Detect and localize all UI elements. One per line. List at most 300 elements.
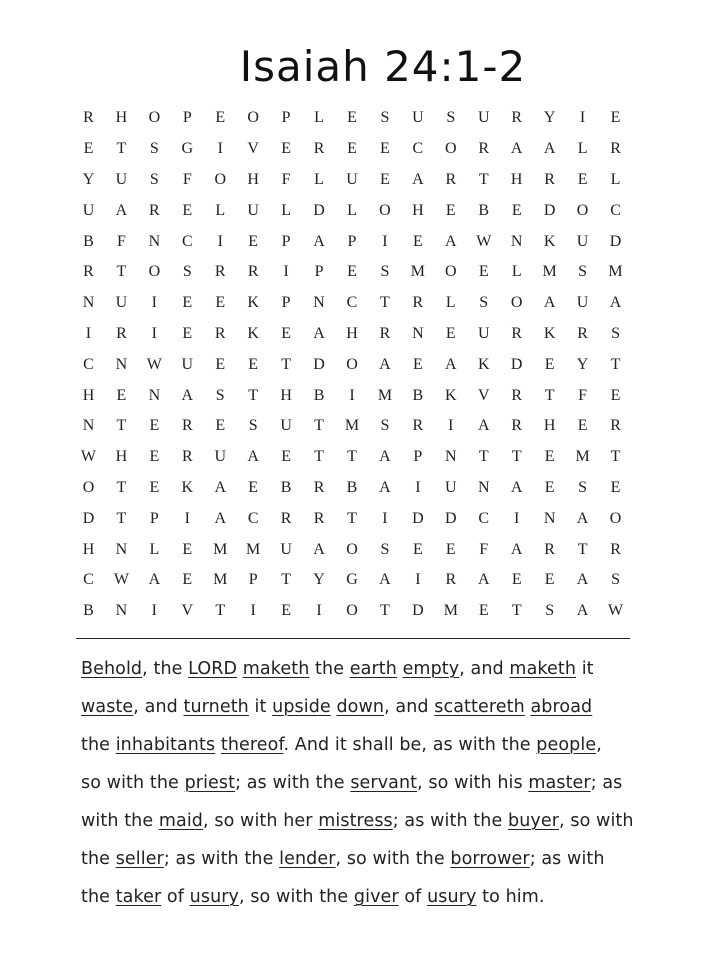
grid-letter: A bbox=[379, 478, 391, 496]
keyword: buyer bbox=[508, 811, 560, 831]
grid-letter: O bbox=[214, 170, 226, 188]
grid-letter: R bbox=[313, 509, 325, 527]
grid-letter: S bbox=[215, 386, 225, 404]
grid-letter: L bbox=[215, 201, 226, 219]
grid-letter: N bbox=[445, 448, 457, 466]
grid-letter: N bbox=[148, 232, 161, 250]
grid-letter: T bbox=[314, 417, 324, 435]
grid-letter: U bbox=[576, 294, 589, 312]
grid-letter: E bbox=[380, 170, 390, 188]
grid-letter: L bbox=[347, 201, 357, 219]
grid-letter: B bbox=[478, 201, 490, 219]
grid-letter: I bbox=[316, 602, 322, 620]
grid-letter: R bbox=[83, 109, 94, 127]
grid-letter: E bbox=[215, 417, 226, 435]
grid-letter: H bbox=[510, 170, 523, 188]
grid-letter: B bbox=[83, 602, 94, 620]
grid-letter: A bbox=[379, 448, 391, 466]
grid-letter: R bbox=[313, 140, 325, 158]
grid-letter: A bbox=[445, 355, 457, 373]
verse-fragment: , and bbox=[459, 659, 510, 679]
grid-letter: W bbox=[146, 355, 162, 373]
grid-letter: S bbox=[578, 263, 588, 281]
grid-letter: A bbox=[115, 201, 128, 219]
verse-fragment: the bbox=[81, 735, 116, 755]
grid-letter: K bbox=[181, 478, 194, 496]
grid-letter: T bbox=[478, 170, 489, 188]
keyword: empty bbox=[402, 659, 460, 679]
grid-letter: N bbox=[477, 478, 490, 496]
grid-letter: R bbox=[511, 324, 523, 342]
verse-fragment: to him. bbox=[476, 887, 545, 907]
grid-letter: R bbox=[610, 417, 621, 435]
grid-letter: E bbox=[149, 448, 160, 466]
keyword: usury bbox=[189, 887, 240, 907]
grid-letter: O bbox=[609, 509, 622, 527]
grid-letter: R bbox=[610, 140, 621, 158]
grid-letter: A bbox=[576, 602, 589, 620]
grid-letter: Y bbox=[313, 571, 325, 589]
verse-fragment: ; as with bbox=[529, 849, 605, 869]
grid-letter: E bbox=[544, 448, 555, 466]
grid-letter: C bbox=[346, 294, 358, 312]
grid-letter: M bbox=[377, 386, 393, 404]
grid-letter: S bbox=[578, 478, 588, 496]
grid-letter: E bbox=[248, 478, 259, 496]
keyword: borrower bbox=[450, 849, 530, 869]
grid-letter: K bbox=[477, 355, 490, 373]
verse-line bbox=[81, 878, 641, 916]
verse-fragment: ; as bbox=[590, 773, 623, 793]
grid-letter: F bbox=[479, 540, 489, 558]
grid-letter: T bbox=[380, 602, 390, 620]
grid-letter: A bbox=[412, 170, 424, 188]
grid-letter: E bbox=[445, 201, 456, 219]
grid-letter: E bbox=[610, 386, 621, 404]
grid-letter: A bbox=[379, 355, 391, 373]
verse-fragment: , so with his bbox=[417, 773, 529, 793]
grid-letter: N bbox=[115, 355, 128, 373]
grid-letter: H bbox=[247, 170, 259, 188]
grid-letter: A bbox=[576, 571, 589, 589]
grid-letter: E bbox=[412, 540, 423, 558]
verse-line bbox=[81, 802, 641, 840]
grid-letter: O bbox=[82, 478, 95, 496]
verse-text bbox=[81, 650, 641, 916]
grid-letter: F bbox=[281, 170, 291, 188]
grid-letter: G bbox=[346, 571, 358, 589]
grid-letter: N bbox=[82, 294, 95, 312]
grid-letter: T bbox=[281, 571, 291, 589]
grid-letter: L bbox=[314, 170, 324, 188]
keyword: servant bbox=[350, 773, 418, 793]
grid-letter: R bbox=[445, 170, 457, 188]
grid-letter: E bbox=[281, 448, 291, 466]
grid-letter: E bbox=[182, 201, 193, 219]
grid-letter: C bbox=[247, 509, 259, 527]
grid-letter: K bbox=[247, 324, 259, 342]
grid-letter: S bbox=[380, 263, 390, 281]
grid-letter: F bbox=[182, 170, 192, 188]
grid-letter: B bbox=[412, 386, 424, 404]
grid-letter: A bbox=[247, 448, 259, 466]
verse-fragment: with the bbox=[81, 811, 159, 831]
verse-fragment: ; as with the bbox=[235, 773, 351, 793]
grid-letter: A bbox=[510, 478, 523, 496]
grid-letter: H bbox=[346, 324, 358, 342]
grid-letter: S bbox=[611, 571, 620, 589]
grid-letter: E bbox=[445, 324, 456, 342]
verse-line bbox=[81, 764, 641, 802]
grid-letter: A bbox=[181, 386, 194, 404]
grid-letter: W bbox=[113, 571, 129, 589]
grid-letter: E bbox=[347, 140, 357, 158]
grid-letter: M bbox=[410, 263, 425, 281]
grid-letter: A bbox=[313, 540, 325, 558]
grid-letter: S bbox=[479, 294, 489, 312]
grid-letter: Y bbox=[576, 355, 589, 373]
grid-letter: N bbox=[115, 602, 128, 620]
grid-letter: U bbox=[82, 201, 95, 219]
grid-letter: A bbox=[510, 140, 523, 158]
grid-letter: O bbox=[510, 294, 523, 312]
verse-fragment: , and bbox=[133, 697, 184, 717]
grid-letter: Y bbox=[82, 170, 95, 188]
grid-letter: S bbox=[611, 324, 620, 342]
grid-letter: R bbox=[511, 386, 523, 404]
grid-letter: W bbox=[476, 232, 492, 250]
keyword: people bbox=[536, 735, 597, 755]
grid-letter: B bbox=[280, 478, 292, 496]
grid-letter: D bbox=[313, 201, 325, 219]
grid-letter: M bbox=[213, 571, 228, 589]
grid-letter: E bbox=[577, 417, 588, 435]
grid-letter: C bbox=[83, 355, 94, 373]
grid-letter: I bbox=[151, 294, 157, 312]
grid-letter: E bbox=[544, 571, 555, 589]
verse-line bbox=[81, 840, 641, 878]
verse-line bbox=[81, 688, 641, 726]
grid-letter: O bbox=[379, 201, 391, 219]
grid-letter: U bbox=[280, 540, 292, 558]
grid-letter: P bbox=[248, 571, 258, 589]
grid-letter: S bbox=[545, 602, 555, 620]
grid-letter: R bbox=[149, 201, 160, 219]
keyword: taker bbox=[115, 887, 162, 907]
grid-letter: E bbox=[248, 355, 259, 373]
grid-letter: P bbox=[182, 109, 192, 127]
grid-letter: S bbox=[149, 140, 159, 158]
grid-letter: T bbox=[116, 140, 127, 158]
grid-letter: A bbox=[477, 571, 490, 589]
grid-letter: A bbox=[313, 232, 325, 250]
verse-fragment: it bbox=[576, 659, 594, 679]
grid-letter: I bbox=[217, 140, 223, 158]
grid-letter: B bbox=[313, 386, 325, 404]
keyword: scattereth bbox=[434, 697, 525, 717]
grid-letter: U bbox=[115, 170, 128, 188]
grid-letter: A bbox=[510, 540, 523, 558]
grid-letter: U bbox=[477, 109, 490, 127]
verse-fragment: , and bbox=[384, 697, 435, 717]
grid-letter: U bbox=[115, 294, 128, 312]
grid-letter: O bbox=[445, 263, 457, 281]
grid-letter: M bbox=[542, 263, 557, 281]
verse-fragment: , the bbox=[142, 659, 189, 679]
grid-letter: L bbox=[314, 109, 324, 127]
grid-letter: T bbox=[281, 355, 291, 373]
grid-letter: O bbox=[346, 602, 358, 620]
verse-fragment: , bbox=[596, 735, 602, 755]
grid-letter: T bbox=[116, 509, 127, 527]
grid-letter: I bbox=[382, 509, 388, 527]
grid-letter: E bbox=[149, 417, 160, 435]
grid-letter: H bbox=[115, 448, 128, 466]
keyword: waste bbox=[81, 697, 134, 717]
grid-letter: I bbox=[579, 109, 586, 127]
grid-letter: W bbox=[80, 448, 97, 466]
keyword: mistress bbox=[318, 811, 393, 831]
grid-letter: E bbox=[412, 355, 423, 373]
grid-letter: E bbox=[83, 140, 94, 158]
page-title: Isaiah 24:1-2 bbox=[239, 42, 527, 91]
grid-letter: R bbox=[412, 417, 424, 435]
grid-letter: R bbox=[577, 324, 588, 342]
grid-letter: T bbox=[610, 355, 621, 373]
grid-letter: O bbox=[247, 109, 259, 127]
grid-letter: E bbox=[281, 324, 291, 342]
grid-letter: T bbox=[544, 386, 555, 404]
grid-letter: A bbox=[609, 294, 622, 312]
keyword: priest bbox=[184, 773, 236, 793]
grid-letter: E bbox=[248, 232, 259, 250]
grid-letter: O bbox=[445, 140, 457, 158]
grid-letter: T bbox=[116, 478, 127, 496]
grid-letter: V bbox=[181, 602, 194, 620]
grid-letter: E bbox=[347, 263, 357, 281]
grid-letter: C bbox=[610, 201, 621, 219]
grid-letter: B bbox=[346, 478, 358, 496]
grid-letter: E bbox=[281, 140, 291, 158]
grid-letter: P bbox=[413, 448, 423, 466]
grid-letter: C bbox=[83, 571, 94, 589]
verse-line bbox=[81, 726, 641, 764]
grid-letter: A bbox=[477, 417, 490, 435]
grid-letter: S bbox=[182, 263, 192, 281]
grid-letter: R bbox=[280, 509, 292, 527]
grid-letter: E bbox=[149, 478, 160, 496]
grid-letter: A bbox=[445, 232, 457, 250]
grid-letter: S bbox=[446, 109, 456, 127]
grid-letter: E bbox=[544, 478, 555, 496]
grid-letter: C bbox=[478, 509, 490, 527]
grid-letter: P bbox=[149, 509, 159, 527]
grid-letter: H bbox=[115, 109, 128, 127]
grid-letter: A bbox=[148, 571, 161, 589]
grid-letter: N bbox=[148, 386, 161, 404]
grid-letter: E bbox=[511, 571, 522, 589]
grid-letter: R bbox=[247, 263, 259, 281]
grid-letter: R bbox=[83, 263, 94, 281]
grid-letter: I bbox=[349, 386, 355, 404]
grid-letter: U bbox=[445, 478, 457, 496]
grid-letter: C bbox=[181, 232, 193, 250]
grid-letter: E bbox=[182, 540, 193, 558]
verse-fragment: . And it shall be, as with the bbox=[283, 735, 537, 755]
grid-letter: R bbox=[181, 448, 193, 466]
grid-letter: H bbox=[82, 540, 95, 558]
grid-letter: T bbox=[511, 448, 522, 466]
grid-letter: M bbox=[443, 602, 458, 620]
grid-letter: E bbox=[544, 355, 555, 373]
grid-letter: C bbox=[412, 140, 424, 158]
grid-letter: K bbox=[543, 232, 556, 250]
keyword: master bbox=[528, 773, 591, 793]
grid-letter: K bbox=[445, 386, 457, 404]
grid-letter: R bbox=[610, 540, 621, 558]
grid-letter: O bbox=[148, 109, 161, 127]
grid-letter: T bbox=[610, 448, 621, 466]
grid-letter: R bbox=[214, 324, 226, 342]
grid-letter: I bbox=[514, 509, 520, 527]
grid-letter: S bbox=[380, 540, 390, 558]
grid-letter: T bbox=[347, 448, 357, 466]
verse-fragment: of bbox=[161, 887, 190, 907]
keyword: Behold bbox=[81, 659, 143, 679]
grid-letter: L bbox=[610, 170, 621, 188]
grid-letter: I bbox=[217, 232, 223, 250]
grid-letter: L bbox=[445, 294, 456, 312]
grid-letter: R bbox=[412, 294, 424, 312]
grid-letter: E bbox=[182, 294, 193, 312]
grid-letter: R bbox=[511, 109, 523, 127]
grid-letter: E bbox=[215, 355, 226, 373]
grid-letter: N bbox=[510, 232, 523, 250]
grid-letter: F bbox=[578, 386, 588, 404]
grid-letter: E bbox=[182, 324, 193, 342]
grid-letter: A bbox=[379, 571, 391, 589]
grid-letter: I bbox=[448, 417, 454, 435]
keyword: lender bbox=[279, 849, 336, 869]
grid-letter: U bbox=[214, 448, 226, 466]
grid-letter: I bbox=[151, 602, 157, 620]
keyword: maid bbox=[158, 811, 204, 831]
grid-letter: I bbox=[415, 571, 421, 589]
grid-letter: T bbox=[116, 263, 127, 281]
grid-letter: E bbox=[511, 201, 522, 219]
grid-letter: L bbox=[149, 540, 160, 558]
verse-fragment: so with the bbox=[81, 773, 185, 793]
keyword: usury bbox=[427, 887, 477, 907]
grid-letter: S bbox=[380, 417, 390, 435]
grid-letter: G bbox=[181, 140, 194, 158]
grid-letter: N bbox=[115, 540, 128, 558]
grid-letter: A bbox=[214, 509, 226, 527]
grid-letter: T bbox=[116, 417, 127, 435]
grid-letter: A bbox=[576, 509, 589, 527]
divider bbox=[76, 638, 630, 639]
grid-letter: D bbox=[543, 201, 556, 219]
grid-letter: E bbox=[116, 386, 127, 404]
word-search-grid bbox=[72, 103, 632, 627]
grid-letter: E bbox=[182, 571, 193, 589]
keyword: down bbox=[336, 697, 385, 717]
grid-letter: N bbox=[82, 417, 95, 435]
grid-letter: P bbox=[281, 109, 291, 127]
grid-letter: D bbox=[445, 509, 457, 527]
grid-letter: T bbox=[380, 294, 390, 312]
grid-letter: V bbox=[247, 140, 259, 158]
grid-letter: R bbox=[181, 417, 193, 435]
grid-letter: D bbox=[510, 355, 523, 373]
grid-letter: W bbox=[607, 602, 624, 620]
grid-letter: E bbox=[610, 478, 621, 496]
grid-letter: U bbox=[280, 417, 292, 435]
grid-letter: T bbox=[314, 448, 324, 466]
grid-letter: O bbox=[346, 355, 358, 373]
verse-fragment: , so with her bbox=[203, 811, 319, 831]
grid-letter: S bbox=[380, 109, 390, 127]
keyword: maketh bbox=[242, 659, 310, 679]
grid-letter: I bbox=[85, 324, 92, 342]
grid-letter: M bbox=[575, 448, 590, 466]
grid-letter: E bbox=[610, 109, 621, 127]
verse-fragment: of bbox=[398, 887, 428, 907]
grid-letter: N bbox=[412, 324, 424, 342]
grid-letter: L bbox=[281, 201, 291, 219]
grid-letter: H bbox=[82, 386, 95, 404]
keyword: giver bbox=[353, 887, 399, 907]
grid-letter: L bbox=[577, 140, 588, 158]
keyword: inhabitants bbox=[115, 735, 216, 755]
grid-letter: H bbox=[280, 386, 292, 404]
grid-letter: E bbox=[215, 109, 226, 127]
keyword: earth bbox=[349, 659, 397, 679]
grid-letter: E bbox=[412, 232, 423, 250]
grid-letter: U bbox=[412, 109, 424, 127]
grid-letter: E bbox=[215, 294, 226, 312]
verse-fragment: , so with bbox=[559, 811, 634, 831]
grid-letter: P bbox=[281, 294, 291, 312]
grid-letter: T bbox=[248, 386, 259, 404]
grid-letter: K bbox=[543, 324, 556, 342]
grid-letter: R bbox=[313, 478, 325, 496]
grid-letter: P bbox=[281, 232, 291, 250]
grid-letter: T bbox=[215, 602, 226, 620]
grid-letter: O bbox=[576, 201, 589, 219]
grid-letter: E bbox=[380, 140, 390, 158]
grid-letter: R bbox=[214, 263, 226, 281]
grid-letter: R bbox=[478, 140, 490, 158]
grid-letter: U bbox=[247, 201, 259, 219]
grid-letter: R bbox=[445, 571, 457, 589]
grid-letter: S bbox=[149, 170, 159, 188]
grid-letter: M bbox=[213, 540, 228, 558]
grid-letter: P bbox=[314, 263, 324, 281]
grid-letter: O bbox=[346, 540, 358, 558]
grid-letter: E bbox=[478, 263, 489, 281]
grid-letter: O bbox=[148, 263, 161, 281]
grid-letter: R bbox=[116, 324, 127, 342]
grid-letter: S bbox=[248, 417, 258, 435]
grid-letter: E bbox=[281, 602, 291, 620]
keyword: turneth bbox=[183, 697, 249, 717]
grid-letter: E bbox=[445, 540, 456, 558]
grid-letter: V bbox=[477, 386, 490, 404]
grid-letter: H bbox=[543, 417, 556, 435]
grid-letter: R bbox=[544, 170, 555, 188]
verse-fragment: it bbox=[248, 697, 273, 717]
